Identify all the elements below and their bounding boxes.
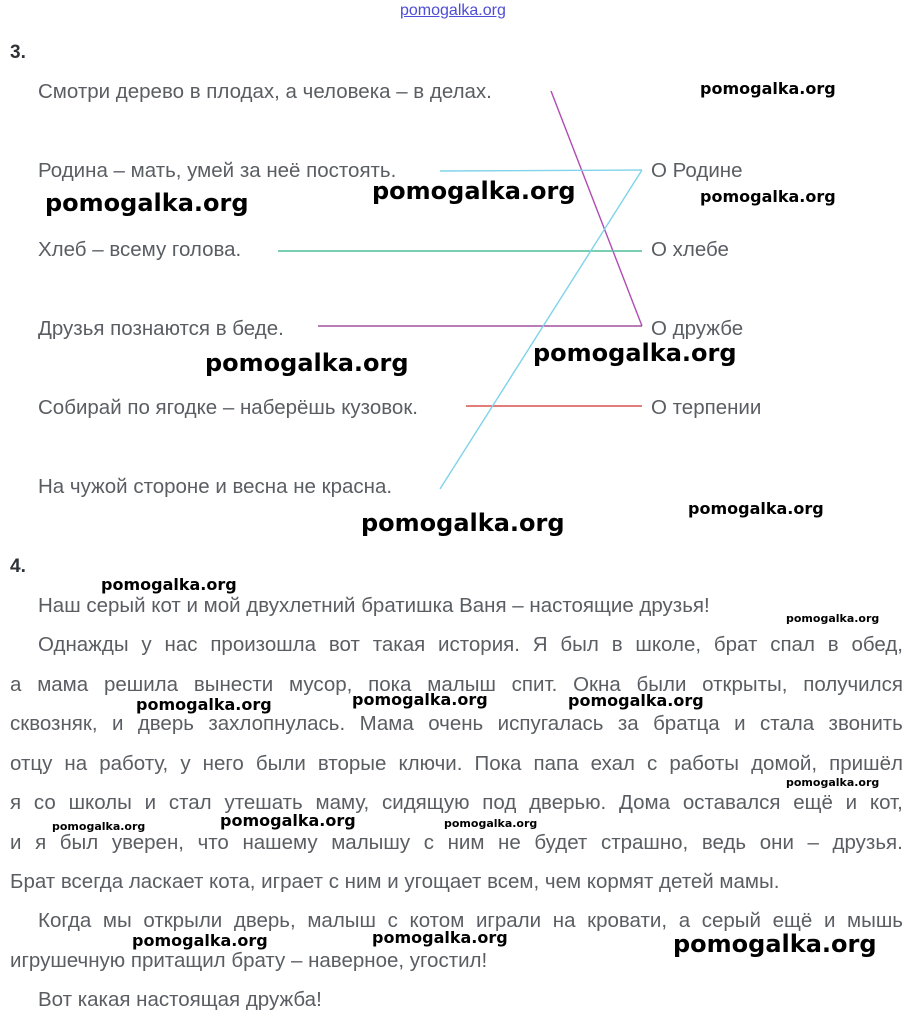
story-word: мама	[37, 673, 89, 696]
story-word: захлопнулась.	[208, 712, 346, 735]
watermark: pomogalka.org	[136, 695, 272, 714]
story-word: нас	[164, 633, 198, 656]
story-word: у	[180, 752, 191, 775]
story-word: отцу	[10, 752, 53, 775]
watermark: pomogalka.org	[372, 928, 508, 947]
story-word: произошла	[210, 633, 317, 656]
watermark: pomogalka.org	[786, 612, 880, 625]
theme-item: О хлебе	[651, 238, 729, 261]
watermark: pomogalka.org	[568, 691, 704, 710]
proverb-item: Родина – мать, умей за неё постоять.	[38, 159, 397, 182]
story-word: они	[759, 831, 794, 854]
story-word: сидящую	[382, 791, 470, 814]
story-word: школы	[68, 791, 132, 814]
watermark: pomogalka.org	[101, 575, 237, 594]
watermark: pomogalka.org	[52, 820, 146, 833]
story-word: и	[111, 712, 124, 735]
story-word: Пока	[474, 752, 522, 775]
story-word: были	[255, 752, 306, 775]
story-word: не	[498, 831, 521, 854]
story-word: Вот какая настоящая дружба!	[38, 988, 322, 1011]
story-word: в	[611, 633, 623, 656]
watermark: pomogalka.org	[700, 187, 836, 206]
story-word: такая	[372, 633, 426, 656]
story-word: решила	[103, 673, 179, 696]
story-word: дверь,	[233, 909, 296, 932]
story-word: и	[734, 712, 746, 735]
story-word: что	[197, 831, 229, 854]
story-word: спал	[770, 633, 815, 656]
story-word: были	[636, 673, 687, 696]
story-word: серый	[701, 909, 761, 932]
story-word: с	[423, 831, 434, 854]
watermark: pomogalka.org	[700, 79, 836, 98]
proverb-item: Друзья познаются в беде.	[38, 317, 284, 340]
story-word: и	[144, 791, 157, 814]
story-word: папа	[533, 752, 579, 775]
story-word: обед,	[851, 633, 903, 656]
story-word: открыты,	[702, 673, 788, 696]
story-word: мусор,	[289, 673, 353, 696]
theme-item: О Родине	[651, 159, 743, 182]
watermark: pomogalka.org	[673, 930, 877, 958]
story-word: работы	[669, 752, 739, 775]
story-word: брат	[713, 633, 758, 656]
story-line	[38, 594, 903, 618]
story-word: домой,	[751, 752, 818, 775]
story-word: друзья.	[832, 831, 903, 854]
story-word: утешать	[224, 791, 303, 814]
story-word: Я	[532, 633, 548, 656]
story-word: братца	[653, 712, 720, 735]
theme-item: О дружбе	[651, 317, 744, 340]
story-word: история.	[438, 633, 520, 656]
story-word: ещё	[772, 909, 813, 932]
story-word: ключи.	[398, 752, 463, 775]
story-word: получился	[803, 673, 903, 696]
task-3-number: 3.	[10, 42, 26, 63]
story-word: испугалась	[497, 712, 604, 735]
story-word: будет	[534, 831, 588, 854]
story-word: мышь	[847, 909, 903, 932]
story-word: был	[59, 831, 99, 854]
story-word: игрушечную притащил брату – наверное, угостил!	[10, 949, 488, 972]
watermark: pomogalka.org	[444, 817, 538, 830]
story-word: спит.	[511, 673, 558, 696]
story-word: сквозняк,	[10, 712, 98, 735]
story-word: я	[10, 791, 22, 814]
story-word: школе,	[635, 633, 702, 656]
story-word: со	[33, 791, 56, 814]
story-word: очень	[428, 712, 484, 735]
story-word: у	[141, 633, 152, 656]
story-word: ещё	[793, 791, 833, 814]
story-word: вот	[328, 633, 360, 656]
story-word: за	[617, 712, 639, 735]
story-word: Дома	[619, 791, 671, 814]
story-line	[38, 633, 903, 657]
story-word: Наш серый кот и мой двухлетний братишка Ваня – настоящие друзья!	[38, 594, 710, 617]
story-word: уверен,	[111, 831, 184, 854]
story-word: Когда	[38, 909, 92, 932]
watermark: pomogalka.org	[688, 499, 824, 518]
story-word: Мама	[359, 712, 414, 735]
story-word: ехал	[590, 752, 635, 775]
story-word: открыли	[143, 909, 223, 932]
story-line	[10, 712, 903, 736]
task-4-number: 4.	[10, 556, 26, 577]
proverb-item: Собирай по ягодке – наберёшь кузовок.	[38, 396, 418, 419]
story-word: стал	[168, 791, 212, 814]
watermark: pomogalka.org	[372, 177, 576, 205]
story-word: с	[387, 909, 398, 932]
story-word: котом	[409, 909, 465, 932]
story-word: малыш	[427, 673, 496, 696]
story-word: него	[202, 752, 244, 775]
story-word: пока	[368, 673, 412, 696]
watermark: pomogalka.org	[132, 931, 268, 950]
proverb-item: На чужой стороне и весна не красна.	[38, 475, 393, 498]
story-word: вынести	[193, 673, 274, 696]
proverb-item: Хлеб – всему голова.	[38, 238, 242, 261]
story-word: ним	[447, 831, 485, 854]
story-line	[10, 752, 903, 776]
story-line	[10, 831, 903, 855]
story-word: кровати,	[587, 909, 668, 932]
story-word: нашему	[242, 831, 318, 854]
story-word: а	[10, 673, 22, 696]
watermark: pomogalka.org	[45, 189, 249, 217]
site-link[interactable]: pomogalka.org	[400, 2, 506, 19]
theme-item: О терпении	[651, 396, 762, 419]
match-line	[551, 91, 642, 326]
story-line	[10, 791, 903, 815]
watermark: pomogalka.org	[352, 690, 488, 709]
story-word: ведь	[701, 831, 747, 854]
story-word: Окна	[573, 673, 621, 696]
story-line	[38, 988, 903, 1012]
story-word: звонить	[828, 712, 903, 735]
story-word: маму,	[315, 791, 370, 814]
watermark: pomogalka.org	[361, 509, 565, 537]
story-word: в	[827, 633, 839, 656]
match-line	[440, 170, 642, 171]
proverb-item: Смотри дерево в плодах, а человека – в делах.	[38, 80, 492, 103]
story-word: страшно,	[600, 831, 689, 854]
story-word: с	[647, 752, 658, 775]
story-word: мы	[102, 909, 132, 932]
story-word: малыш	[307, 909, 376, 932]
story-word: а	[678, 909, 691, 932]
story-word: работу,	[99, 752, 169, 775]
story-word: я	[35, 831, 47, 854]
match-line	[440, 170, 642, 489]
story-word: малышу	[331, 831, 411, 854]
story-word: вторые	[317, 752, 387, 775]
story-word: на	[552, 909, 576, 932]
story-word: Однажды	[38, 633, 129, 656]
story-word: под	[482, 791, 517, 814]
story-word: пришёл	[829, 752, 903, 775]
story-word: дверь	[137, 712, 194, 735]
story-word: и	[10, 831, 22, 854]
story-word: кот,	[869, 791, 903, 814]
story-word: был	[560, 633, 599, 656]
watermark: pomogalka.org	[533, 339, 737, 367]
watermark: pomogalka.org	[205, 349, 409, 377]
story-line	[10, 870, 903, 894]
story-word: играли	[475, 909, 542, 932]
story-word: –	[807, 831, 819, 854]
story-word: стала	[759, 712, 815, 735]
story-word: Брат всегда ласкает кота, играет с ним и угощает всем, чем кормят детей мамы.	[10, 870, 780, 893]
story-word: дверью.	[529, 791, 607, 814]
story-word: и	[823, 909, 836, 932]
watermark: pomogalka.org	[786, 776, 880, 789]
story-word: и	[845, 791, 858, 814]
watermark: pomogalka.org	[220, 811, 356, 830]
story-word: оставался	[682, 791, 781, 814]
story-word: на	[64, 752, 88, 775]
